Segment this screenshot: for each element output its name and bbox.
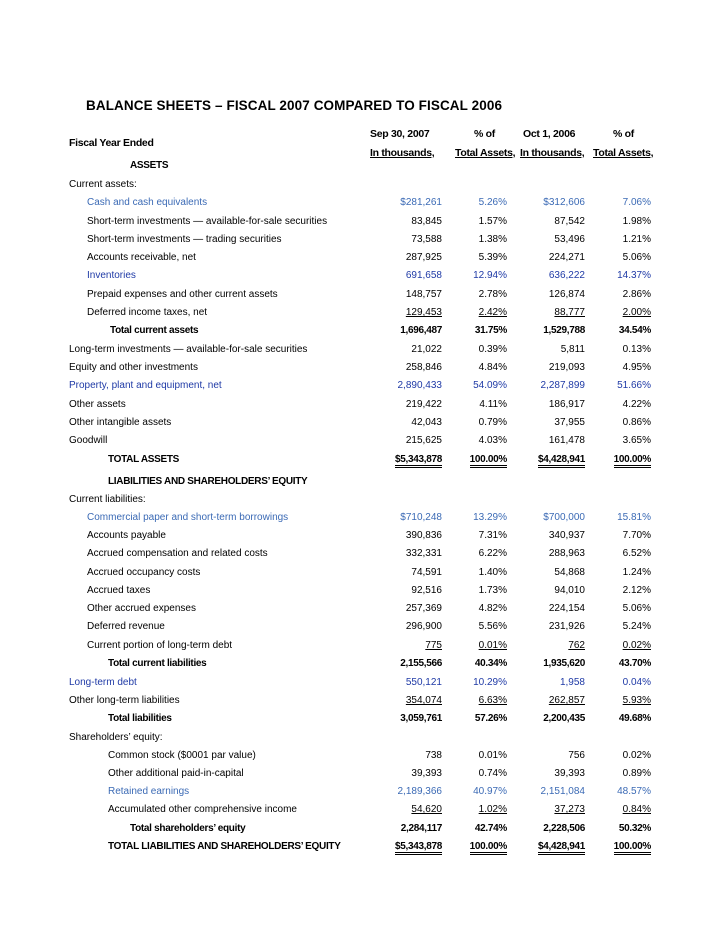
row-label: Long-term investments — available-for-sale securities	[69, 344, 308, 355]
table-row	[0, 399, 728, 417]
cell-pct-2007: 0.39%	[478, 344, 507, 355]
cell-sep-2007: 42,043	[411, 417, 442, 428]
row-label: Other accrued expenses	[87, 603, 196, 614]
cell-pct-2007: 5.39%	[478, 252, 507, 263]
cell-oct-2006: 53,496	[554, 234, 585, 245]
cell-sep-2007: 92,516	[411, 585, 442, 596]
cell-oct-2006: $700,000	[543, 512, 585, 523]
cell-sep-2007: 257,369	[405, 603, 442, 614]
row-label: LIABILITIES AND SHAREHOLDERS’ EQUITY	[108, 476, 308, 487]
cell-oct-2006: 87,542	[554, 216, 585, 227]
cell-pct-2007: 6.63%	[478, 695, 507, 706]
cell-oct-2006: 219,093	[548, 362, 585, 373]
cell-pct-2007: 100.00%	[470, 841, 507, 855]
cell-sep-2007: 2,189,366	[397, 786, 442, 797]
table-row	[0, 677, 728, 695]
cell-pct-2006: 51.66%	[617, 380, 651, 391]
cell-pct-2006: 50.32%	[618, 823, 651, 834]
cell-pct-2007: 100.00%	[470, 454, 507, 468]
cell-oct-2006: 88,777	[554, 307, 585, 318]
cell-pct-2007: 42.74%	[474, 823, 507, 834]
cell-pct-2007: 0.79%	[478, 417, 507, 428]
cell-pct-2006: 4.22%	[622, 399, 651, 410]
cell-sep-2007: $281,261	[400, 197, 442, 208]
cell-sep-2007: 21,022	[411, 344, 442, 355]
cell-pct-2006: 1.98%	[622, 216, 651, 227]
row-label: Total liabilities	[108, 713, 172, 724]
cell-sep-2007: 550,121	[405, 677, 442, 688]
cell-sep-2007: 775	[425, 640, 442, 651]
col1-header-units: In thousands,	[370, 147, 435, 159]
cell-pct-2006: 2.00%	[622, 307, 651, 318]
cell-pct-2006: 15.81%	[617, 512, 651, 523]
cell-sep-2007: 83,845	[411, 216, 442, 227]
cell-pct-2006: 100.00%	[614, 841, 651, 855]
cell-pct-2007: 1.57%	[478, 216, 507, 227]
row-label: Accrued taxes	[87, 585, 151, 596]
cell-sep-2007: 390,836	[405, 530, 442, 541]
group-heading-current-liabilities	[0, 494, 728, 512]
cell-pct-2007: 2.42%	[478, 307, 507, 318]
cell-sep-2007: 148,757	[405, 289, 442, 300]
cell-oct-2006: 2,228,506	[543, 823, 585, 834]
col3-header-date: Oct 1, 2006	[523, 128, 576, 140]
table-row	[0, 216, 728, 234]
cell-sep-2007: $710,248	[400, 512, 442, 523]
row-label: Long-term debt	[69, 677, 137, 688]
row-label: Total current liabilities	[108, 658, 207, 669]
cell-oct-2006: 262,857	[548, 695, 585, 706]
table-row	[0, 548, 728, 566]
row-label: Other intangible assets	[69, 417, 172, 428]
cell-pct-2006: 3.65%	[622, 435, 651, 446]
row-label: Deferred income taxes, net	[87, 307, 208, 318]
cell-pct-2007: 0.01%	[478, 640, 507, 651]
total-row	[0, 454, 728, 472]
cell-sep-2007: 129,453	[405, 307, 442, 318]
cell-pct-2007: 1.40%	[478, 567, 507, 578]
cell-pct-2006: 14.37%	[617, 270, 651, 281]
col2-header-total: Total Assets,	[455, 147, 516, 159]
table-row	[0, 530, 728, 548]
cell-sep-2007: 1,696,487	[400, 325, 442, 336]
cell-oct-2006: $4,428,941	[538, 454, 585, 468]
cell-oct-2006: 756	[568, 750, 585, 761]
row-label: Accounts payable	[87, 530, 166, 541]
table-row	[0, 307, 728, 325]
cell-pct-2007: 4.03%	[478, 435, 507, 446]
cell-pct-2006: 0.02%	[622, 640, 651, 651]
col4-header-pct: % of	[613, 128, 634, 140]
cell-oct-2006: 2,200,435	[543, 713, 585, 724]
cell-pct-2007: 5.56%	[478, 621, 507, 632]
cell-sep-2007: $5,343,878	[395, 454, 442, 468]
col4-header-total: Total Assets,	[593, 147, 654, 159]
table-row	[0, 362, 728, 380]
cell-pct-2006: 0.04%	[622, 677, 651, 688]
cell-pct-2006: 48.57%	[617, 786, 651, 797]
cell-oct-2006: 54,868	[554, 567, 585, 578]
table-row	[0, 197, 728, 215]
cell-pct-2007: 1.73%	[478, 585, 507, 596]
cell-pct-2007: 1.02%	[478, 804, 507, 815]
table-row	[0, 270, 728, 288]
row-label: Other assets	[69, 399, 126, 410]
table-row	[0, 567, 728, 585]
cell-oct-2006: 1,958	[559, 677, 585, 688]
col3-header-units: In thousands,	[520, 147, 585, 159]
cell-sep-2007: 296,900	[405, 621, 442, 632]
cell-pct-2006: 5.24%	[622, 621, 651, 632]
cell-pct-2006: 0.02%	[622, 750, 651, 761]
col2-header-pct: % of	[474, 128, 495, 140]
cell-pct-2007: 4.82%	[478, 603, 507, 614]
cell-oct-2006: 224,154	[548, 603, 585, 614]
cell-oct-2006: 224,271	[548, 252, 585, 263]
cell-pct-2006: 0.86%	[622, 417, 651, 428]
cell-pct-2006: 43.70%	[618, 658, 651, 669]
cell-oct-2006: $312,606	[543, 197, 585, 208]
cell-sep-2007: 287,925	[405, 252, 442, 263]
cell-oct-2006: 1,935,620	[543, 658, 585, 669]
cell-pct-2007: 13.29%	[473, 512, 507, 523]
fiscal-year-label: Fiscal Year Ended	[69, 137, 154, 149]
row-label: Other long-term liabilities	[69, 695, 180, 706]
cell-pct-2006: 2.86%	[622, 289, 651, 300]
subtotal-row	[0, 713, 728, 731]
table-row	[0, 289, 728, 307]
cell-pct-2006: 34.54%	[618, 325, 651, 336]
cell-sep-2007: $5,343,878	[395, 841, 442, 855]
row-label: Equity and other investments	[69, 362, 198, 373]
row-label: TOTAL ASSETS	[108, 454, 180, 465]
table-row	[0, 621, 728, 639]
cell-oct-2006: 340,937	[548, 530, 585, 541]
cell-oct-2006: 5,811	[560, 344, 585, 355]
cell-oct-2006: 126,874	[548, 289, 585, 300]
row-label: Goodwill	[69, 435, 108, 446]
table-row	[0, 695, 728, 713]
cell-pct-2007: 4.84%	[478, 362, 507, 373]
row-label: Commercial paper and short-term borrowings	[87, 512, 289, 523]
cell-oct-2006: 94,010	[554, 585, 585, 596]
cell-sep-2007: 2,155,566	[400, 658, 442, 669]
row-label: Short-term investments — trading securities	[87, 234, 282, 245]
cell-sep-2007: 2,890,433	[397, 380, 442, 391]
table-row	[0, 252, 728, 270]
cell-pct-2007: 12.94%	[473, 270, 507, 281]
cell-pct-2007: 40.34%	[474, 658, 507, 669]
table-row	[0, 234, 728, 252]
subtotal-row	[0, 325, 728, 343]
row-label: Prepaid expenses and other current assets	[87, 289, 278, 300]
row-label: Accounts receivable, net	[87, 252, 196, 263]
table-row	[0, 750, 728, 768]
cell-sep-2007: 2,284,117	[400, 823, 442, 834]
cell-pct-2007: 1.38%	[478, 234, 507, 245]
table-row	[0, 804, 728, 822]
cell-pct-2007: 0.74%	[478, 768, 507, 779]
cell-oct-2006: 1,529,788	[543, 325, 585, 336]
cell-pct-2006: 7.70%	[622, 530, 651, 541]
subtotal-row	[0, 823, 728, 841]
cell-pct-2006: 7.06%	[622, 197, 651, 208]
cell-pct-2007: 57.26%	[474, 713, 507, 724]
table-row	[0, 768, 728, 786]
cell-pct-2006: 0.89%	[622, 768, 651, 779]
group-heading-current-assets	[0, 179, 728, 197]
cell-oct-2006: 762	[568, 640, 585, 651]
table-row	[0, 435, 728, 453]
cell-oct-2006: 39,393	[554, 768, 585, 779]
cell-pct-2007: 6.22%	[478, 548, 507, 559]
grand-total-row	[0, 841, 728, 859]
cell-oct-2006: 231,926	[548, 621, 585, 632]
row-label: Shareholders’ equity:	[69, 732, 163, 743]
row-label: Current assets:	[69, 179, 137, 190]
cell-pct-2007: 2.78%	[478, 289, 507, 300]
cell-pct-2007: 10.29%	[473, 677, 507, 688]
cell-pct-2007: 5.26%	[478, 197, 507, 208]
cell-sep-2007: 219,422	[405, 399, 442, 410]
section-heading-liabilities	[0, 476, 728, 494]
row-label: Total current assets	[110, 325, 199, 336]
subtotal-row	[0, 658, 728, 676]
cell-pct-2006: 1.21%	[622, 234, 651, 245]
table-row	[0, 603, 728, 621]
cell-sep-2007: 738	[425, 750, 442, 761]
table-row	[0, 344, 728, 362]
row-label: TOTAL LIABILITIES AND SHAREHOLDERS’ EQUITY	[108, 841, 341, 852]
cell-pct-2006: 0.13%	[622, 344, 651, 355]
table-row	[0, 786, 728, 804]
cell-pct-2007: 7.31%	[478, 530, 507, 541]
cell-pct-2006: 6.52%	[622, 548, 651, 559]
cell-oct-2006: 2,151,084	[540, 786, 585, 797]
row-label: Other additional paid-in-capital	[108, 768, 244, 779]
row-label: Cash and cash equivalents	[87, 197, 208, 208]
table-row	[0, 585, 728, 603]
cell-oct-2006: 288,963	[548, 548, 585, 559]
cell-pct-2006: 5.06%	[622, 603, 651, 614]
row-label: Accrued compensation and related costs	[87, 548, 268, 559]
cell-oct-2006: 2,287,899	[540, 380, 585, 391]
cell-sep-2007: 354,074	[405, 695, 442, 706]
row-label: Deferred revenue	[87, 621, 165, 632]
row-label: Short-term investments — available-for-sale securities	[87, 216, 328, 227]
cell-sep-2007: 73,588	[411, 234, 442, 245]
cell-pct-2006: 5.93%	[622, 695, 651, 706]
table-row	[0, 512, 728, 530]
cell-pct-2007: 0.01%	[478, 750, 507, 761]
cell-pct-2006: 4.95%	[622, 362, 651, 373]
cell-oct-2006: 37,955	[554, 417, 585, 428]
section-heading-assets	[0, 160, 728, 178]
cell-oct-2006: 37,273	[554, 804, 585, 815]
cell-oct-2006: 186,917	[548, 399, 585, 410]
page-title: BALANCE SHEETS – FISCAL 2007 COMPARED TO FISCAL 2006	[86, 98, 503, 113]
cell-sep-2007: 215,625	[405, 435, 442, 446]
row-label: Property, plant and equipment, net	[69, 380, 222, 391]
cell-sep-2007: 39,393	[411, 768, 442, 779]
cell-pct-2007: 31.75%	[474, 325, 507, 336]
cell-pct-2006: 2.12%	[622, 585, 651, 596]
cell-pct-2007: 40.97%	[473, 786, 507, 797]
row-label: Common stock ($0001 par value)	[108, 750, 256, 761]
cell-pct-2007: 54.09%	[473, 380, 507, 391]
table-row	[0, 640, 728, 658]
cell-sep-2007: 691,658	[405, 270, 442, 281]
cell-pct-2006: 49.68%	[618, 713, 651, 724]
cell-pct-2006: 5.06%	[622, 252, 651, 263]
row-label: Current liabilities:	[69, 494, 146, 505]
row-label: Accumulated other comprehensive income	[108, 804, 297, 815]
row-label: Inventories	[87, 270, 136, 281]
table-row	[0, 417, 728, 435]
group-heading-shareholders-equity	[0, 732, 728, 750]
cell-pct-2006: 0.84%	[622, 804, 651, 815]
cell-oct-2006: 636,222	[548, 270, 585, 281]
col1-header-date: Sep 30, 2007	[370, 128, 430, 140]
cell-sep-2007: 3,059,761	[400, 713, 442, 724]
table-row	[0, 380, 728, 398]
row-label: Current portion of long-term debt	[87, 640, 233, 651]
cell-pct-2006: 100.00%	[614, 454, 651, 468]
cell-oct-2006: $4,428,941	[538, 841, 585, 855]
row-label: Retained earnings	[108, 786, 190, 797]
cell-sep-2007: 258,846	[405, 362, 442, 373]
cell-oct-2006: 161,478	[548, 435, 585, 446]
cell-sep-2007: 332,331	[405, 548, 442, 559]
row-label: ASSETS	[130, 160, 169, 171]
cell-pct-2006: 1.24%	[622, 567, 651, 578]
row-label: Accrued occupancy costs	[87, 567, 201, 578]
cell-sep-2007: 54,620	[411, 804, 442, 815]
cell-pct-2007: 4.11%	[479, 399, 507, 410]
row-label: Total shareholders’ equity	[130, 823, 246, 834]
cell-sep-2007: 74,591	[411, 567, 442, 578]
